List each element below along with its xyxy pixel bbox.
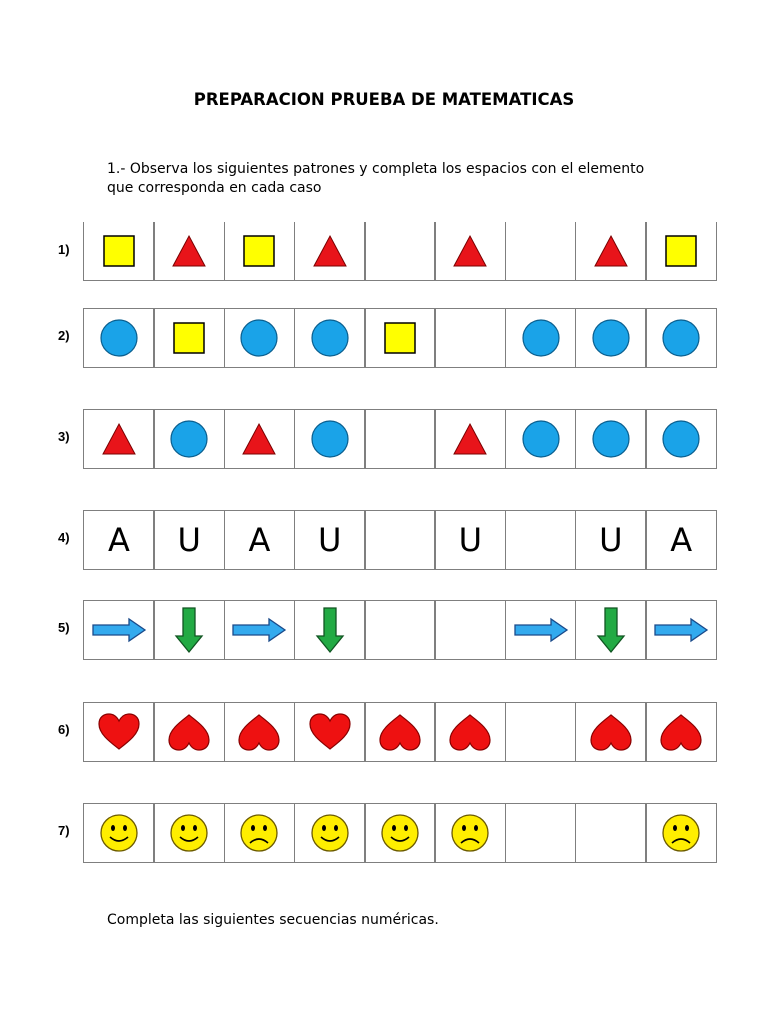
pattern-cell xyxy=(645,702,717,762)
blue-arrow-right-icon xyxy=(653,617,709,643)
pattern-row-5 xyxy=(0,600,768,664)
pattern-cells xyxy=(83,600,717,660)
sad-face-icon xyxy=(661,813,701,853)
smiley-face-icon xyxy=(380,813,420,853)
pattern-row-6 xyxy=(0,702,768,766)
pattern-cell xyxy=(645,308,717,368)
pattern-cells xyxy=(83,222,717,282)
pattern-cells xyxy=(83,702,717,762)
sad-face-icon xyxy=(450,813,490,853)
blank-answer-cell[interactable] xyxy=(434,308,506,368)
blue-circle-icon xyxy=(169,419,209,459)
pattern-cell xyxy=(294,510,366,570)
pattern-cell xyxy=(294,600,366,660)
blue-circle-icon xyxy=(661,419,701,459)
pattern-cell xyxy=(294,803,366,863)
pattern-cells xyxy=(83,510,717,570)
pattern-cell xyxy=(575,702,647,762)
pattern-row-3 xyxy=(0,409,768,473)
inverted-heart-icon xyxy=(588,712,634,752)
smiley-face-icon xyxy=(310,813,350,853)
blue-circle-icon xyxy=(310,419,350,459)
pattern-cell xyxy=(224,600,296,660)
pattern-letter: U xyxy=(177,521,201,559)
smiley-face-icon xyxy=(169,813,209,853)
pattern-cell xyxy=(434,409,506,469)
pattern-cell xyxy=(153,409,225,469)
pattern-cell xyxy=(83,409,155,469)
blue-circle-icon xyxy=(591,419,631,459)
pattern-cell xyxy=(83,600,155,660)
blank-answer-cell[interactable] xyxy=(505,702,577,762)
pattern-letter: U xyxy=(458,521,482,559)
sad-face-icon xyxy=(239,813,279,853)
heart-icon xyxy=(307,712,353,752)
red-triangle-icon xyxy=(101,422,137,456)
yellow-square-icon xyxy=(172,321,206,355)
pattern-cell xyxy=(153,600,225,660)
pattern-cells xyxy=(83,308,717,368)
blue-circle-icon xyxy=(521,419,561,459)
pattern-cell xyxy=(153,308,225,368)
pattern-cell xyxy=(575,308,647,368)
pattern-cell xyxy=(224,702,296,762)
instruction-text: 1.- Observa los siguientes patrones y completa los espacios con el elemento que corresponda en cada caso xyxy=(107,161,645,196)
pattern-cell xyxy=(83,510,155,570)
inverted-heart-icon xyxy=(236,712,282,752)
pattern-cell xyxy=(575,409,647,469)
pattern-cell xyxy=(153,222,225,281)
pattern-cell xyxy=(505,409,577,469)
blue-circle-icon xyxy=(591,318,631,358)
row-number-label: 6) xyxy=(58,722,70,737)
row-number-label: 1) xyxy=(58,242,70,257)
blank-answer-cell[interactable] xyxy=(364,510,436,570)
inverted-heart-icon xyxy=(447,712,493,752)
row-number-label: 3) xyxy=(58,429,70,444)
pattern-letter: U xyxy=(318,521,342,559)
blue-circle-icon xyxy=(521,318,561,358)
blank-answer-cell[interactable] xyxy=(505,510,577,570)
pattern-letter: A xyxy=(670,521,693,559)
yellow-square-icon xyxy=(383,321,417,355)
pattern-cell xyxy=(294,308,366,368)
red-triangle-icon xyxy=(171,234,207,268)
heart-icon xyxy=(96,712,142,752)
pattern-cell xyxy=(434,803,506,863)
pattern-cell xyxy=(153,702,225,762)
blank-answer-cell[interactable] xyxy=(575,803,647,863)
smiley-face-icon xyxy=(99,813,139,853)
pattern-row-4 xyxy=(0,510,768,574)
blue-arrow-right-icon xyxy=(91,617,147,643)
pattern-cell xyxy=(83,308,155,368)
pattern-letter: U xyxy=(599,521,623,559)
pattern-cell xyxy=(645,600,717,660)
blue-circle-icon xyxy=(239,318,279,358)
blank-answer-cell[interactable] xyxy=(505,222,577,281)
pattern-cell xyxy=(575,510,647,570)
pattern-cell xyxy=(294,222,366,281)
blue-circle-icon xyxy=(99,318,139,358)
red-triangle-icon xyxy=(312,234,348,268)
blue-circle-icon xyxy=(310,318,350,358)
pattern-cell xyxy=(434,702,506,762)
pattern-cell xyxy=(83,702,155,762)
worksheet-title: PREPARACION PRUEBA DE MATEMATICAS xyxy=(193,90,575,109)
green-arrow-down-icon xyxy=(315,606,345,654)
blank-answer-cell[interactable] xyxy=(364,222,436,281)
row-number-label: 4) xyxy=(58,530,70,545)
yellow-square-icon xyxy=(242,234,276,268)
pattern-cells xyxy=(83,803,717,863)
yellow-square-icon xyxy=(664,234,698,268)
pattern-cell xyxy=(83,222,155,281)
pattern-cell xyxy=(224,409,296,469)
green-arrow-down-icon xyxy=(174,606,204,654)
pattern-cell xyxy=(505,308,577,368)
red-triangle-icon xyxy=(452,234,488,268)
blank-answer-cell[interactable] xyxy=(434,600,506,660)
pattern-row-2 xyxy=(0,308,768,372)
pattern-cell xyxy=(645,222,717,281)
pattern-cell xyxy=(434,222,506,281)
green-arrow-down-icon xyxy=(596,606,626,654)
blue-circle-icon xyxy=(661,318,701,358)
row-number-label: 5) xyxy=(58,620,70,635)
pattern-cell xyxy=(364,803,436,863)
pattern-cell xyxy=(153,803,225,863)
blue-arrow-right-icon xyxy=(231,617,287,643)
pattern-cell xyxy=(83,803,155,863)
pattern-cell xyxy=(364,702,436,762)
inverted-heart-icon xyxy=(166,712,212,752)
pattern-cell xyxy=(224,222,296,281)
inverted-heart-icon xyxy=(377,712,423,752)
red-triangle-icon xyxy=(241,422,277,456)
pattern-cell xyxy=(364,308,436,368)
red-triangle-icon xyxy=(593,234,629,268)
pattern-row-1 xyxy=(0,222,768,286)
pattern-cell xyxy=(645,409,717,469)
blank-answer-cell[interactable] xyxy=(505,803,577,863)
pattern-cell xyxy=(575,222,647,281)
blue-arrow-right-icon xyxy=(513,617,569,643)
blank-answer-cell[interactable] xyxy=(364,409,436,469)
pattern-cell xyxy=(294,409,366,469)
pattern-cell xyxy=(575,600,647,660)
row-number-label: 2) xyxy=(58,328,70,343)
pattern-cell xyxy=(224,803,296,863)
pattern-letter: A xyxy=(248,521,271,559)
pattern-cell xyxy=(434,510,506,570)
footer-instruction: Completa las siguientes secuencias numéricas. xyxy=(107,912,439,928)
yellow-square-icon xyxy=(102,234,136,268)
pattern-row-7 xyxy=(0,803,768,867)
inverted-heart-icon xyxy=(658,712,704,752)
pattern-cells xyxy=(83,409,717,469)
pattern-cell xyxy=(153,510,225,570)
pattern-cell xyxy=(224,308,296,368)
red-triangle-icon xyxy=(452,422,488,456)
pattern-cell xyxy=(645,510,717,570)
blank-answer-cell[interactable] xyxy=(364,600,436,660)
pattern-letter: A xyxy=(107,521,130,559)
pattern-cell xyxy=(294,702,366,762)
pattern-cell xyxy=(645,803,717,863)
pattern-cell xyxy=(505,600,577,660)
row-number-label: 7) xyxy=(58,823,70,838)
pattern-cell xyxy=(224,510,296,570)
